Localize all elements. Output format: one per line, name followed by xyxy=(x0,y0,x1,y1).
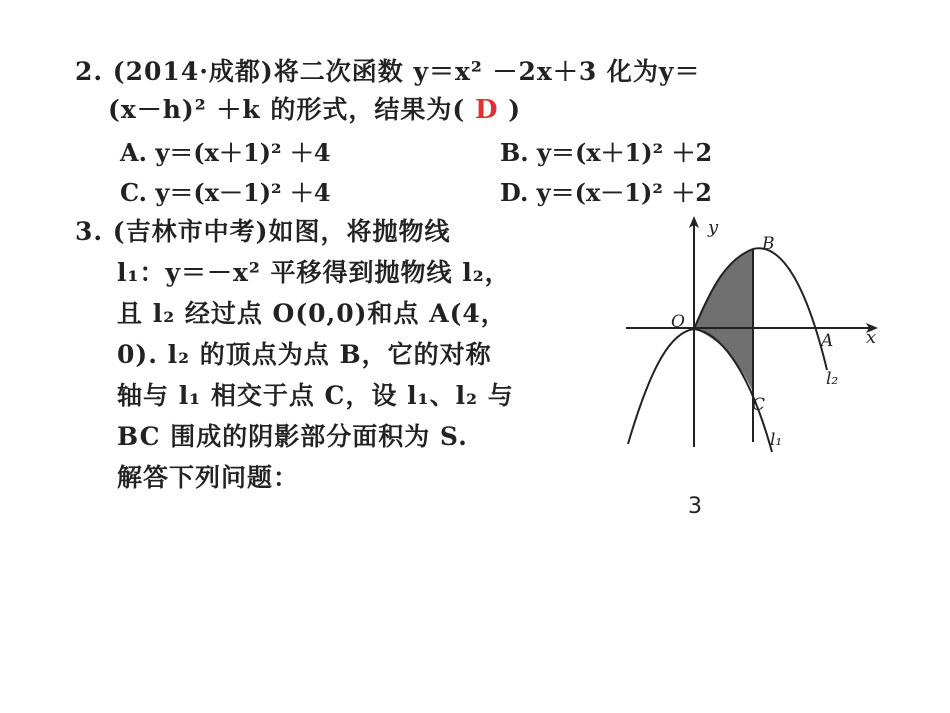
q3-line5: 轴与 l₁ 相交于点 C，设 l₁、l₂ 与 xyxy=(117,381,514,410)
q2-option-a: A. y＝(x＋1)² ＋4 xyxy=(120,138,331,167)
q3-line4: 0). l₂ 的顶点为点 B，它的对称 xyxy=(117,340,492,369)
q2-line2-suffix: ) xyxy=(508,95,522,124)
q3-line1: 3. (吉林市中考)如图，将抛物线 xyxy=(75,217,451,246)
q3-line7: 解答下列问题： xyxy=(117,463,300,492)
curve-l2-label: l₂ xyxy=(826,369,839,389)
q2-answer: D xyxy=(474,95,499,125)
point-o-label: O xyxy=(671,312,685,332)
page-number: 3 xyxy=(688,494,702,519)
x-axis-label: x xyxy=(866,327,877,348)
y-axis-label: y xyxy=(708,217,719,238)
shaded-region xyxy=(694,249,753,392)
q2-line1: 2. (2014·成都)将二次函数 y＝x² －2x＋3 化为y＝ xyxy=(75,57,701,86)
curve-l1-label: l₁ xyxy=(770,430,783,450)
point-a-label: A xyxy=(821,331,834,351)
q3-line6: BC 围成的阴影部分面积为 S. xyxy=(117,422,468,451)
q2-line2-prefix: (x－h)² ＋k 的形式，结果为( xyxy=(108,95,466,124)
q2-option-c: C. y＝(x－1)² ＋4 xyxy=(120,178,331,207)
parabola-figure xyxy=(622,212,888,458)
q2-line2 xyxy=(108,90,521,126)
q3-line3: 且 l₂ 经过点 O(0,0)和点 A(4， xyxy=(117,299,507,328)
point-c-label: C xyxy=(752,395,766,415)
q2-option-d: D. y＝(x－1)² ＋2 xyxy=(500,178,712,207)
q2-option-b: B. y＝(x＋1)² ＋2 xyxy=(500,138,713,167)
q3-line2: l₁：y＝－x² 平移得到抛物线 l₂， xyxy=(117,258,511,287)
point-b-label: B xyxy=(762,234,775,254)
